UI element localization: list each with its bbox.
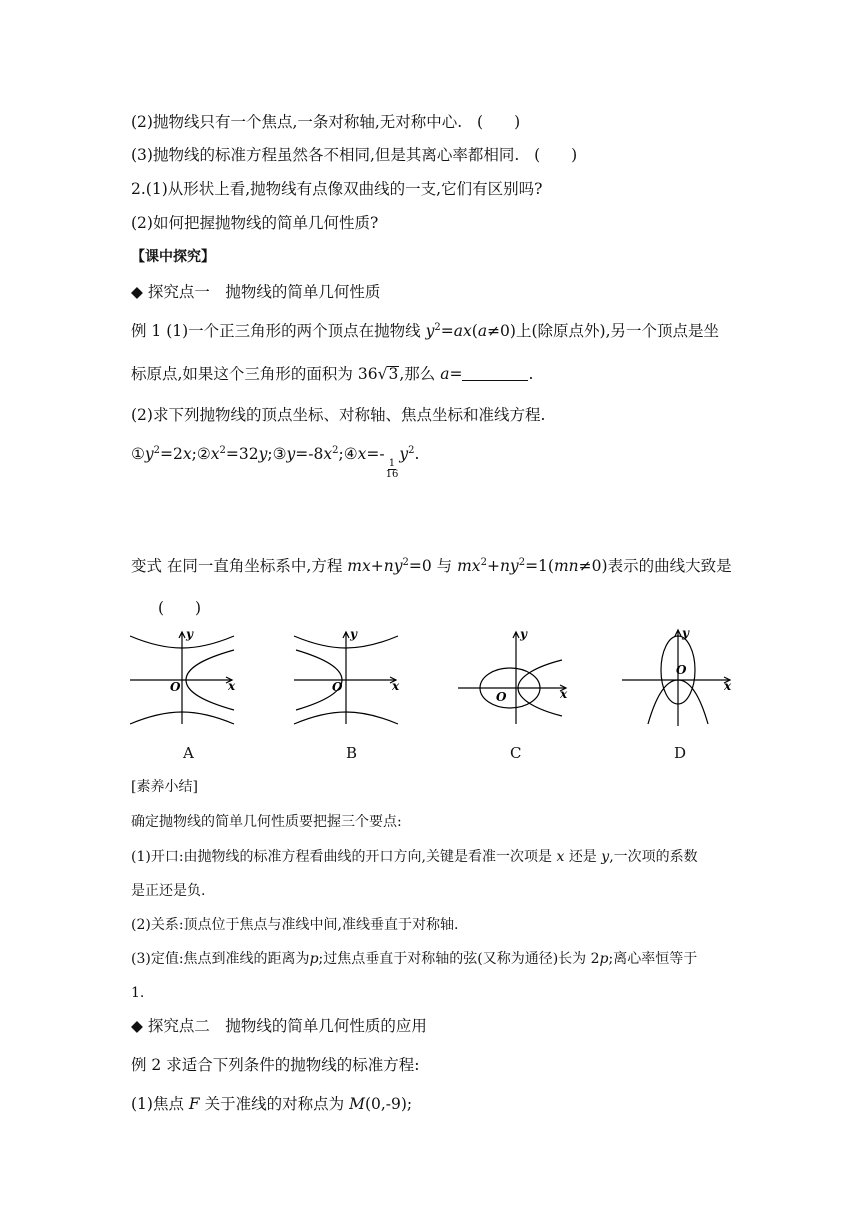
answer-blank xyxy=(462,366,528,381)
explore-heading-1: ◆ 探究点一 抛物线的简单几何性质 xyxy=(131,283,381,301)
svg-text:y: y xyxy=(186,627,193,641)
summary-intro: 确定抛物线的简单几何性质要把握三个要点: xyxy=(131,814,402,830)
svg-text:O: O xyxy=(332,680,343,694)
summary-point-2: (2)关系:顶点位于焦点与准线中间,准线垂直于对称轴. xyxy=(131,917,459,933)
answer-bracket: ( ) xyxy=(477,113,521,131)
figure-c xyxy=(456,624,574,728)
svg-text:x: x xyxy=(228,679,236,693)
figure-d xyxy=(620,624,738,728)
example-2-part-1: (1)焦点 F 关于准线的对称点为 M(0,-9); xyxy=(131,1095,413,1113)
example-1-part-2: (2)求下列抛物线的顶点坐标、对称轴、焦点坐标和准线方程. xyxy=(131,406,546,424)
summary-title: [素养小结] xyxy=(131,779,198,795)
sqrt-icon: √ xyxy=(377,365,388,383)
example-1-line-2: 标原点,如果这个三角形的面积为 36√3,那么 a= . xyxy=(131,365,534,383)
svg-text:O: O xyxy=(676,663,687,677)
svg-text:x: x xyxy=(560,687,568,701)
think-question-2: (2)如何把握抛物线的简单几何性质? xyxy=(131,214,379,232)
summary-point-3-cont: 1. xyxy=(131,985,145,1001)
explore-heading-2: ◆ 探究点二 抛物线的简单几何性质的应用 xyxy=(131,1017,427,1035)
diamond-bullet-icon: ◆ xyxy=(131,1017,143,1035)
figure-a xyxy=(128,624,248,728)
summary-point-1: (1)开口:由抛物线的标准方程看曲线的开口方向,关键是看准一次项是 x 还是 y,一次项的系数 xyxy=(131,849,698,865)
figure-label-b: B xyxy=(346,744,358,762)
variant-line-1: 变式 在同一直角坐标系中,方程 $mx+ny^2=0$ 与 $mx^2+ny^2=1(mn\ne 0)$表示的曲线大致是 xyxy=(131,557,732,575)
svg-text:O: O xyxy=(170,680,181,694)
variant-answer-bracket: ( ) xyxy=(158,599,202,617)
answer-bracket: ( ) xyxy=(534,146,578,164)
summary-point-1-cont: 是正还是负. xyxy=(131,883,206,899)
question-2: (2)抛物线只有一个焦点,一条对称轴,无对称中心. ( ) xyxy=(131,113,521,131)
question-3: (3)抛物线的标准方程虽然各不相同,但是其离心率都相同. ( ) xyxy=(131,146,578,164)
summary-point-3: (3)定值:焦点到准线的距离为p;过焦点垂直于对称轴的弦(又称为通径)长为 2p;离心率恒等于 xyxy=(131,951,698,967)
figure-label-d: D xyxy=(674,744,687,762)
example-1-line-1: 例 1 (1)一个正三角形的两个顶点在抛物线 $y^2=ax(a\ne 0)$上(除原点外),另一个顶点是坐 xyxy=(131,322,719,340)
figure-label-a: A xyxy=(183,744,194,762)
svg-text:y: y xyxy=(520,627,527,641)
svg-text:y: y xyxy=(350,627,357,641)
svg-text:x: x xyxy=(724,679,732,693)
figure-label-c: C xyxy=(510,744,522,762)
think-question-1: 2.(1)从形状上看,抛物线有点像双曲线的一支,它们有区别吗? xyxy=(131,180,543,198)
diamond-bullet-icon: ◆ xyxy=(131,283,143,301)
figure-b xyxy=(292,624,412,728)
example-2-intro: 例 2 求适合下列条件的抛物线的标准方程: xyxy=(131,1056,420,1074)
svg-text:O: O xyxy=(496,690,507,704)
svg-text:y: y xyxy=(682,626,689,640)
section-heading: 【课中探究】 xyxy=(131,249,215,265)
svg-text:x: x xyxy=(392,679,400,693)
example-1-equations: $①y^2=2x;②x^2=32y;③y=-8x^2;④x=-$ $\frac{1}{16}$ $y^2$. xyxy=(131,445,420,480)
